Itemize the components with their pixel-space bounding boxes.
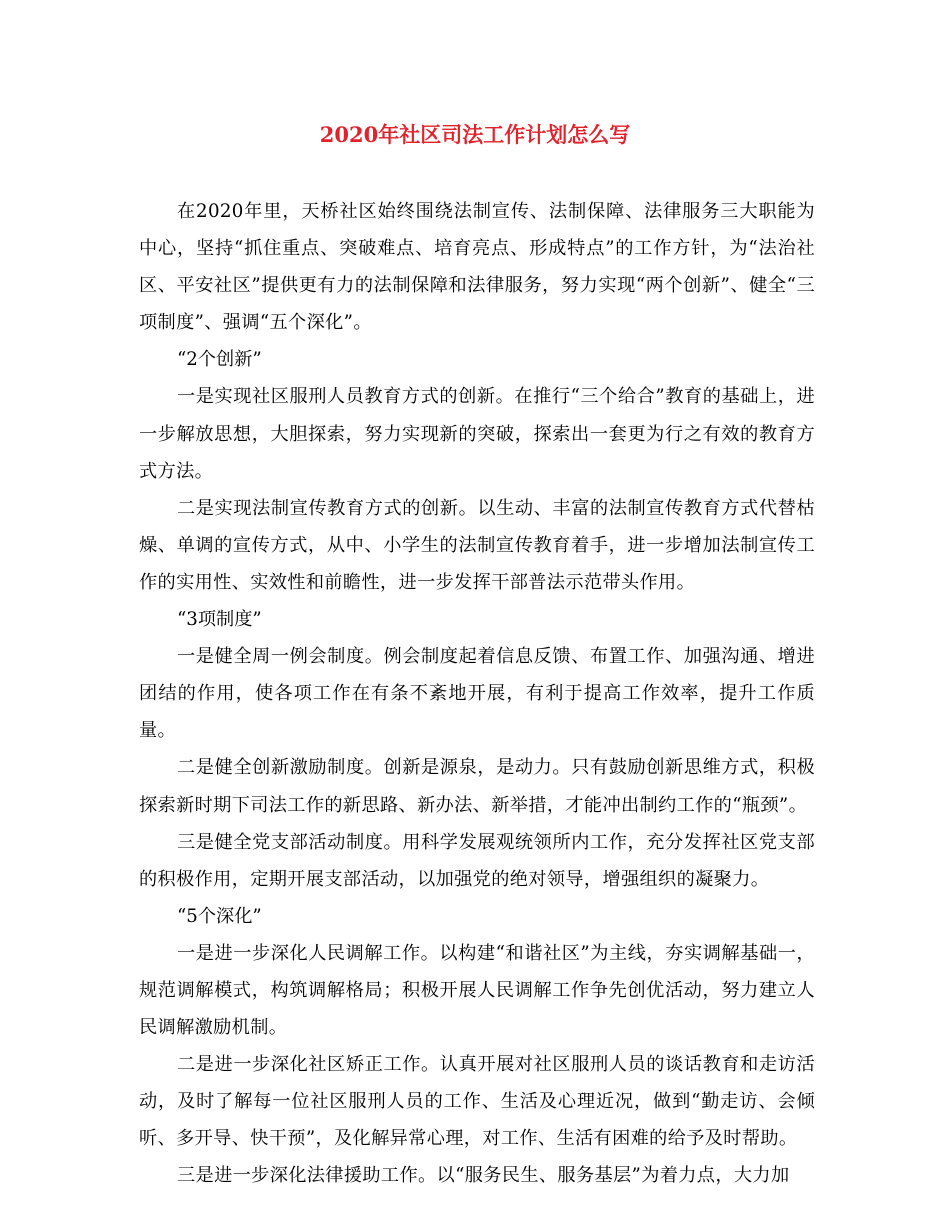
- document-title: 2020年社区司法工作计划怎么写: [319, 122, 631, 147]
- system-paragraph-2: 二是健全创新激励制度。创新是源泉，是动力。只有鼓励创新思维方式，积极探索新时期下司法工作的新思路、新办法、新举措，才能冲出制约工作的“瓶颈”。: [139, 757, 815, 816]
- deepening-paragraph-2: 二是进一步深化社区矫正工作。认真开展对社区服刑人员的谈话教育和走访活动，及时了解每一位社区服刑人员的工作、生活及心理近况，做到“勤走访、会倾听、多开导、快干预”，及化解异常心理，对工作、生活有困难的给予及时帮助。: [139, 1054, 815, 1150]
- deepening-paragraph-3: 三是进一步深化法律援助工作。以“服务民生、服务基层”为着力点，大力加: [177, 1165, 790, 1187]
- intro-paragraph: 在2020年里，天桥社区始终围绕法制宣传、法制保障、法律服务三大职能为中心，坚持“抓住重点、突破难点、培育亮点、形成特点”的工作方针，为“法治社区、平安社区”提供更有力的法制保障和法律服务，努力实现“两个创新”、健全“三项制度”、强调“五个深化”。: [139, 201, 815, 334]
- document-body: [139, 193, 815, 1195]
- system-paragraph-1: 一是健全周一例会制度。例会制度起着信息反馈、布置工作、加强沟通、增进团结的作用，使各项工作在有条不紊地开展，有利于提高工作效率，提升工作质量。: [139, 646, 815, 742]
- section-heading-deepening: “5个深化”: [177, 905, 262, 927]
- innovation-paragraph-1: 一是实现社区服刑人员教育方式的创新。在推行“三个给合”教育的基础上，进一步解放思想，大胆探索，努力实现新的突破，探索出一套更为行之有效的教育方式方法。: [139, 386, 815, 482]
- deepening-paragraph-1: 一是进一步深化人民调解工作。以构建“和谐社区”为主线，夯实调解基础一，规范调解模式，构筑调解格局；积极开展人民调解工作争先创优活动，努力建立人民调解激励机制。: [139, 942, 815, 1039]
- section-heading-innovations: “2个创新”: [177, 349, 262, 371]
- section-heading-systems: “3项制度”: [177, 609, 262, 631]
- system-paragraph-3: 三是健全党支部活动制度。用科学发展观统领所内工作，充分发挥社区党支部的积极作用，定期开展支部活动，以加强党的绝对领导，增强组织的凝聚力。: [139, 831, 815, 890]
- innovation-paragraph-2: 二是实现法制宣传教育方式的创新。以生动、丰富的法制宣传教育方式代替枯燥、单调的宣传方式，从中、小学生的法制宣传教育着手，进一步增加法制宣传工作的实用性、实效性和前瞻性，进一步发挥干部普法示范带头作用。: [139, 497, 815, 593]
